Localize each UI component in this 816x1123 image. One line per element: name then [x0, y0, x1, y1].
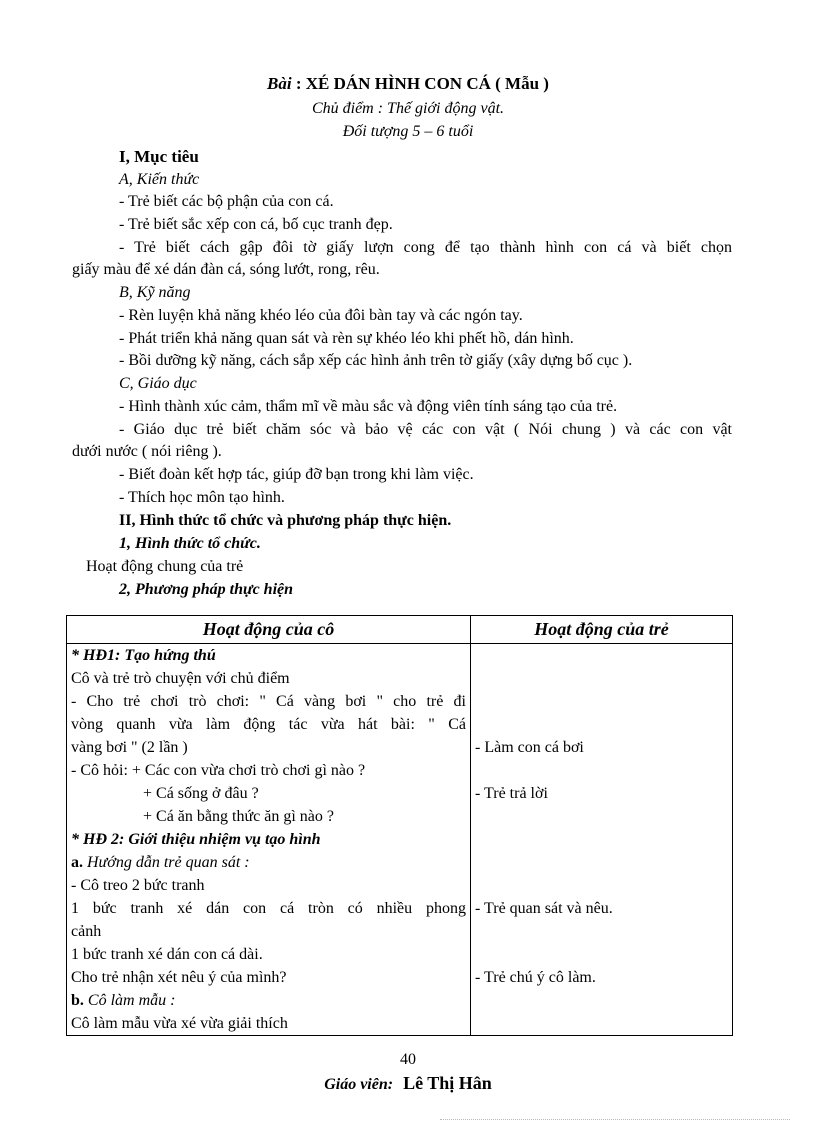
- table-line: 1 bức tranh xé dán con cá dài.: [71, 946, 263, 963]
- table-line: Cô làm mẫu vừa xé vừa giải thích: [71, 1015, 288, 1032]
- paragraph: dưới nước ( nói riêng ).: [72, 443, 222, 460]
- table-line: - Cô treo 2 bức tranh: [71, 877, 205, 894]
- teacher-signature: [0, 1073, 816, 1094]
- title-prefix: Bài: [267, 74, 292, 93]
- item-a-heading: Hướng dẫn trẻ quan sát :: [87, 854, 250, 871]
- theme-line: Chủ điểm : Thế giới động vật.: [311, 100, 505, 117]
- title-sep: :: [291, 74, 306, 93]
- hd1-heading: * HĐ1: Tạo hứng thú: [71, 647, 216, 664]
- table-line: vòng quanh vừa làm động tác vừa hát bài: " Cá: [71, 716, 466, 733]
- children-activities-cell: [471, 644, 733, 1036]
- hd2-heading: * HĐ 2: Giới thiệu nhiệm vụ tạo hình: [71, 831, 321, 848]
- table-line: 1 bức tranh xé dán con cá tròn có nhiều phong: [71, 900, 466, 917]
- table-line: Cô và trẻ trò chuyện với chủ điểm: [71, 670, 290, 687]
- paragraph: - Trẻ biết cách gập đôi tờ giấy lượn cong để tạo thành hình con cá và biết chọn: [119, 239, 732, 256]
- paragraph: - Bồi dưỡng kỹ năng, cách sắp xếp các hình ảnh trên tờ giấy (xây dựng bố cục ).: [119, 352, 633, 369]
- children-response: - Trẻ trả lời: [475, 785, 548, 802]
- paragraph: giấy màu để xé dán đàn cá, sóng lướt, rong, rêu.: [72, 261, 380, 278]
- paragraph: - Thích học môn tạo hình.: [119, 489, 285, 506]
- paragraph: - Trẻ biết các bộ phận của con cá.: [119, 193, 334, 210]
- title-main: XÉ DÁN HÌNH CON CÁ ( Mẫu ): [305, 74, 549, 93]
- paragraph: - Rèn luyện khả năng khéo léo của đôi bàn tay và các ngón tay.: [119, 307, 523, 324]
- teacher-name: Lê Thị Hân: [403, 1073, 492, 1093]
- paragraph: - Trẻ biết sắc xếp con cá, bố cục tranh đẹp.: [119, 216, 393, 233]
- teacher-label: Giáo viên:: [324, 1076, 394, 1093]
- subsection-c-heading: C, Giáo dục: [119, 375, 197, 392]
- col-header-teacher: Hoạt động của cô: [67, 616, 471, 644]
- section-2-heading: II, Hình thức tổ chức và phương pháp thực hiện.: [119, 512, 452, 529]
- item-b-heading: Cô làm mẫu :: [87, 992, 176, 1009]
- table-line: vàng bơi " (2 lần ): [71, 739, 188, 756]
- table-line: [71, 989, 466, 1012]
- paragraph: - Biết đoàn kết hợp tác, giúp đỡ bạn trong khi làm việc.: [119, 466, 474, 483]
- section-2-2-heading: 2, Phương pháp thực hiện: [119, 581, 294, 598]
- children-response: - Làm con cá bơi: [475, 739, 584, 756]
- subsection-b-heading: B, Kỹ năng: [119, 284, 191, 301]
- table-row: [67, 644, 733, 1036]
- page-number: 40: [400, 1051, 416, 1068]
- item-marker-b: b.: [71, 992, 84, 1009]
- children-response: - Trẻ chú ý cô làm.: [475, 969, 596, 986]
- section-2-1-heading: 1, Hình thức tổ chức.: [119, 535, 261, 552]
- table-line: Cho trẻ nhận xét nêu ý của mình?: [71, 969, 287, 986]
- table-line: - Cô hỏi: + Các con vừa chơi trò chơi gì nào ?: [71, 762, 366, 779]
- lesson-title: [0, 74, 816, 94]
- paragraph: - Giáo dục trẻ biết chăm sóc và bảo vệ các con vật ( Nói chung ) và các con vật: [119, 421, 732, 438]
- teacher-activities-cell: [67, 644, 471, 1036]
- footer-dotted-rule: [440, 1119, 790, 1121]
- paragraph: - Hình thành xúc cảm, thẩm mĩ về màu sắc và động viên tính sáng tạo của trẻ.: [119, 398, 618, 415]
- table-line: + Cá ăn bằng thức ăn gì nào ?: [143, 808, 334, 825]
- table-line: [71, 851, 466, 874]
- children-response: - Trẻ quan sát và nêu.: [475, 900, 613, 917]
- table-header-row: [67, 616, 733, 644]
- col-header-children: Hoạt động của trẻ: [471, 616, 733, 644]
- item-marker-a: a.: [71, 854, 83, 871]
- audience-line: Đối tượng 5 – 6 tuổi: [342, 123, 474, 140]
- table-line: cảnh: [71, 923, 102, 940]
- table-line: + Cá sống ở đâu ?: [143, 785, 259, 802]
- table-line: - Cho trẻ chơi trò chơi: " Cá vàng bơi " cho trẻ đi: [71, 693, 466, 710]
- paragraph: - Phát triển khả năng quan sát và rèn sự khéo léo khi phết hồ, dán hình.: [119, 330, 574, 347]
- section-1-heading: I, Mục tiêu: [119, 147, 199, 166]
- subsection-a-heading: A, Kiến thức: [119, 171, 200, 188]
- activity-table: [66, 615, 733, 1036]
- paragraph: Hoạt động chung của trẻ: [86, 558, 244, 575]
